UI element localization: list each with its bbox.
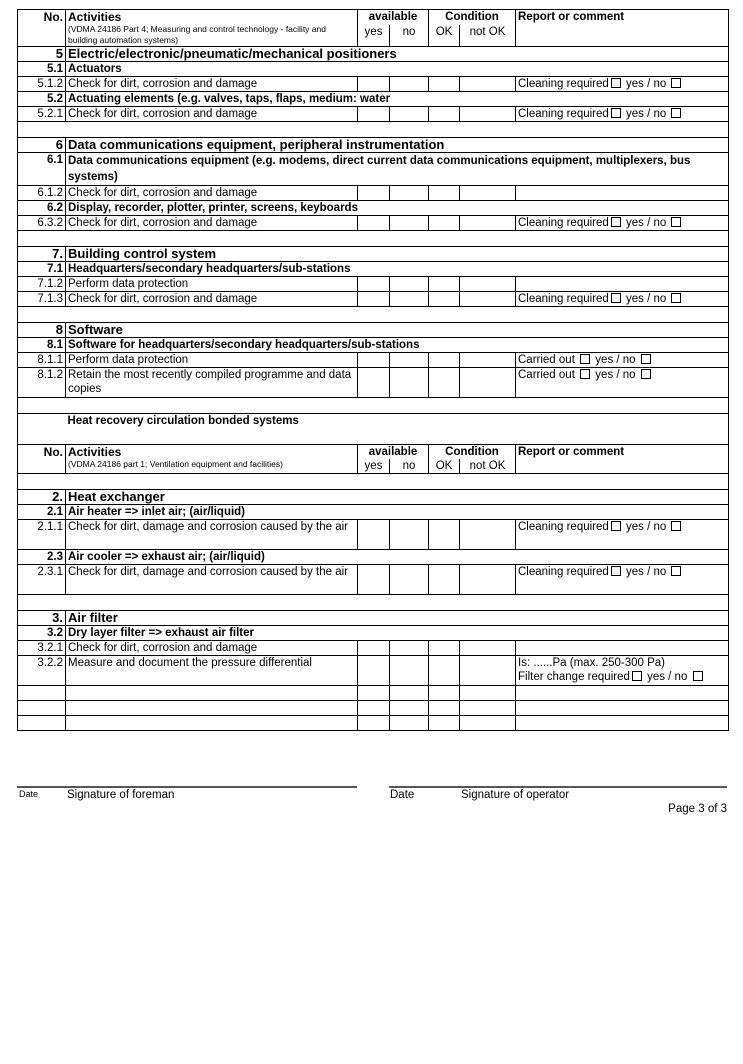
available-no-cell[interactable]: [390, 656, 429, 686]
subsection-row: [18, 201, 729, 216]
heat-recovery-title-row: [18, 414, 729, 445]
checkbox-icon[interactable]: [611, 521, 621, 531]
condition-ok-cell[interactable]: [429, 186, 460, 201]
comment-cell: Cleaning required yes / no: [516, 107, 729, 122]
condition-not-ok-cell[interactable]: [460, 368, 516, 398]
condition-ok-cell[interactable]: [429, 216, 460, 231]
subsection-number: 2.3: [18, 550, 66, 565]
table-row: [18, 353, 729, 368]
available-yes-cell[interactable]: [358, 186, 390, 201]
item-number: 3.2.1: [18, 641, 66, 656]
empty-row: [18, 716, 729, 731]
activities-header: [66, 445, 358, 474]
section-title: Electric/electronic/pneumatic/mechanical positioners: [66, 47, 729, 62]
item-activity: Check for dirt, damage and corrosion caused by the air: [66, 565, 358, 595]
table-header: [18, 10, 729, 25]
section-title: Heat exchanger: [66, 490, 729, 505]
condition-ok-cell[interactable]: [429, 565, 460, 595]
condition-not-ok-cell[interactable]: [460, 216, 516, 231]
yes-header: yes: [358, 25, 390, 47]
item-number: 8.1.2: [18, 368, 66, 398]
subsection-number: 6.2: [18, 201, 66, 216]
subsection-title: Dry layer filter => exhaust air filter: [66, 626, 729, 641]
comment-cell: Cleaning required yes / no: [516, 292, 729, 307]
subsection-number: 6.1: [18, 153, 66, 186]
condition-ok-cell[interactable]: [429, 353, 460, 368]
section-title: Data communications equipment, peripheral instrumentation: [66, 138, 729, 153]
checkbox-icon[interactable]: [611, 78, 621, 88]
spacer-row: [18, 595, 729, 611]
checkbox-icon[interactable]: [632, 671, 642, 681]
condition-not-ok-cell[interactable]: [460, 353, 516, 368]
checkbox-icon[interactable]: [671, 108, 681, 118]
available-header: available: [358, 445, 429, 460]
table-row: [18, 77, 729, 92]
checkbox-icon[interactable]: [611, 108, 621, 118]
subsection-number: 5.2: [18, 92, 66, 107]
section-row: [18, 138, 729, 153]
no-header: No.: [18, 445, 66, 474]
condition-not-ok-cell[interactable]: [460, 77, 516, 92]
available-yes-cell[interactable]: [358, 520, 390, 550]
checkbox-icon[interactable]: [611, 217, 621, 227]
available-yes-cell[interactable]: [358, 292, 390, 307]
no-avail-header: no: [390, 459, 429, 474]
section-row: [18, 47, 729, 62]
available-no-cell[interactable]: [390, 77, 429, 92]
comment-cell: Cleaning required yes / no: [516, 520, 729, 550]
checkbox-icon[interactable]: [671, 521, 681, 531]
operator-signature-line[interactable]: [389, 786, 727, 788]
ok-header: OK: [429, 25, 460, 47]
available-no-cell[interactable]: [390, 107, 429, 122]
spacer-row: [18, 474, 729, 490]
spacer-row: [18, 398, 729, 414]
item-activity: Check for dirt, corrosion and damage: [66, 216, 358, 231]
available-no-cell[interactable]: [390, 292, 429, 307]
table-row: [18, 656, 729, 686]
condition-not-ok-cell[interactable]: [460, 656, 516, 686]
section-title: Building control system: [66, 247, 729, 262]
item-activity: Retain the most recently compiled programme and data copies: [66, 368, 358, 398]
page-number: Page 3 of 3: [668, 803, 727, 815]
condition-not-ok-cell[interactable]: [460, 292, 516, 307]
subsection-title: Software for headquarters/secondary headquarters/sub-stations: [66, 338, 729, 353]
checkbox-icon[interactable]: [693, 671, 703, 681]
item-activity: Check for dirt, corrosion and damage: [66, 641, 358, 656]
comment-cell: Is: ......Pa (max. 250-300 Pa) Filter change required yes / no: [516, 656, 729, 686]
available-yes-cell[interactable]: [358, 216, 390, 231]
table-row: [18, 216, 729, 231]
item-activity: Measure and document the pressure differential: [66, 656, 358, 686]
item-number: 6.3.2: [18, 216, 66, 231]
section-row: [18, 247, 729, 262]
comment-cell: Cleaning required yes / no: [516, 565, 729, 595]
activities-title: Activities: [68, 445, 122, 459]
section-number: 5: [18, 47, 66, 62]
comment-cell[interactable]: [516, 641, 729, 656]
condition-ok-cell[interactable]: [429, 520, 460, 550]
ok-header: OK: [429, 459, 460, 474]
section-number: 7.: [18, 247, 66, 262]
subsection-row: [18, 262, 729, 277]
subsection-row: [18, 626, 729, 641]
heat-recovery-title: Heat recovery circulation bonded systems: [66, 414, 729, 445]
condition-not-ok-cell[interactable]: [460, 520, 516, 550]
comment-cell: Cleaning required yes / no: [516, 77, 729, 92]
table-row: [18, 520, 729, 550]
no-header: No.: [18, 10, 66, 47]
section-row: [18, 611, 729, 626]
date-label-right: Date: [390, 789, 415, 801]
checkbox-icon[interactable]: [671, 566, 681, 576]
table-row: [18, 368, 729, 398]
report-header: Report or comment: [516, 445, 729, 474]
item-number: 5.2.1: [18, 107, 66, 122]
section-number: 8: [18, 323, 66, 338]
section-title: Air filter: [66, 611, 729, 626]
available-yes-cell[interactable]: [358, 656, 390, 686]
not-ok-header: not OK: [460, 459, 516, 474]
condition-ok-cell[interactable]: [429, 292, 460, 307]
section-row: [18, 323, 729, 338]
available-yes-cell[interactable]: [358, 107, 390, 122]
foreman-signature-label: Signature of foreman: [67, 789, 175, 801]
condition-not-ok-cell[interactable]: [460, 277, 516, 292]
comment-cell[interactable]: [516, 277, 729, 292]
item-activity: Check for dirt, corrosion and damage: [66, 107, 358, 122]
available-no-cell[interactable]: [390, 520, 429, 550]
available-yes-cell[interactable]: [358, 368, 390, 398]
section-number: 3.: [18, 611, 66, 626]
activities-header: [66, 10, 358, 47]
subsection-number: 7.1: [18, 262, 66, 277]
activities-title: Activities: [68, 10, 122, 24]
activities-reference: (VDMA 24186 part 1; Ventilation equipment and facilities): [68, 459, 283, 469]
checkbox-icon[interactable]: [611, 566, 621, 576]
activities-reference: (VDMA 24186 Part 4; Measuring and control technology - facility and building automation systems): [68, 24, 326, 45]
subsection-row: [18, 153, 729, 186]
no-avail-header: no: [390, 25, 429, 47]
operator-signature-label: Signature of operator: [461, 789, 570, 801]
available-no-cell[interactable]: [390, 186, 429, 201]
condition-ok-cell[interactable]: [429, 656, 460, 686]
item-activity: Perform data protection: [66, 277, 358, 292]
yes-header: yes: [358, 459, 390, 474]
item-number: 2.1.1: [18, 520, 66, 550]
table-row: [18, 186, 729, 201]
checkbox-icon[interactable]: [641, 354, 651, 364]
item-activity: Check for dirt, corrosion and damage: [66, 77, 358, 92]
empty-row: [18, 686, 729, 701]
condition-header: Condition: [429, 445, 516, 460]
subsection-number: 3.2: [18, 626, 66, 641]
table-row: [18, 565, 729, 595]
spacer-row: [18, 122, 729, 138]
checkbox-icon[interactable]: [580, 354, 590, 364]
comment-cell[interactable]: [516, 186, 729, 201]
available-header: available: [358, 10, 429, 25]
available-no-cell[interactable]: [390, 216, 429, 231]
checkbox-icon[interactable]: [580, 369, 590, 379]
section-title: Software: [66, 323, 729, 338]
report-header: Report or comment: [516, 10, 729, 47]
foreman-signature-line[interactable]: [17, 786, 357, 788]
date-label-left: Date: [19, 789, 39, 799]
available-yes-cell[interactable]: [358, 77, 390, 92]
available-yes-cell[interactable]: [358, 353, 390, 368]
condition-not-ok-cell[interactable]: [460, 186, 516, 201]
item-activity: Check for dirt, damage and corrosion caused by the air: [66, 520, 358, 550]
item-number: 5.1.2: [18, 77, 66, 92]
condition-not-ok-cell[interactable]: [460, 565, 516, 595]
inspection-form-table: [17, 9, 729, 731]
checkbox-icon[interactable]: [671, 293, 681, 303]
condition-ok-cell[interactable]: [429, 641, 460, 656]
comment-cell: Carried out yes / no: [516, 353, 729, 368]
subsection-row: [18, 92, 729, 107]
condition-not-ok-cell[interactable]: [460, 107, 516, 122]
condition-ok-cell[interactable]: [429, 277, 460, 292]
subsection-title: Actuators: [66, 62, 729, 77]
checkbox-icon[interactable]: [611, 293, 621, 303]
available-no-cell[interactable]: [390, 277, 429, 292]
condition-ok-cell[interactable]: [429, 368, 460, 398]
spacer-row: [18, 307, 729, 323]
subsection-number: 5.1: [18, 62, 66, 77]
item-activity: Perform data protection: [66, 353, 358, 368]
table-row: [18, 107, 729, 122]
section-number: 6: [18, 138, 66, 153]
available-yes-cell[interactable]: [358, 565, 390, 595]
item-number: 3.2.2: [18, 656, 66, 686]
spacer-row: [18, 231, 729, 247]
available-no-cell[interactable]: [390, 565, 429, 595]
condition-not-ok-cell[interactable]: [460, 641, 516, 656]
condition-ok-cell[interactable]: [429, 107, 460, 122]
subsection-row: [18, 338, 729, 353]
checkbox-icon[interactable]: [641, 369, 651, 379]
item-number: 8.1.1: [18, 353, 66, 368]
subsection-number: 8.1: [18, 338, 66, 353]
checkbox-icon[interactable]: [671, 217, 681, 227]
item-activity: Check for dirt, corrosion and damage: [66, 186, 358, 201]
item-number: 6.1.2: [18, 186, 66, 201]
available-no-cell[interactable]: [390, 353, 429, 368]
table-row: [18, 277, 729, 292]
subsection-title: Headquarters/secondary headquarters/sub-stations: [66, 262, 729, 277]
subsection-row: [18, 505, 729, 520]
not-ok-header: not OK: [460, 25, 516, 47]
available-yes-cell[interactable]: [358, 277, 390, 292]
subsection-row: [18, 62, 729, 77]
subsection-title: Actuating elements (e.g. valves, taps, flaps, medium: water: [66, 92, 729, 107]
comment-cell: Carried out yes / no: [516, 368, 729, 398]
item-activity: Check for dirt, corrosion and damage: [66, 292, 358, 307]
item-number: 7.1.2: [18, 277, 66, 292]
table-header: [18, 445, 729, 460]
table-row: [18, 292, 729, 307]
available-no-cell[interactable]: [390, 641, 429, 656]
condition-header: Condition: [429, 10, 516, 25]
table-row: [18, 641, 729, 656]
item-number: 2.3.1: [18, 565, 66, 595]
available-yes-cell[interactable]: [358, 641, 390, 656]
subsection-title: Display, recorder, plotter, printer, screens, keyboards: [66, 201, 729, 216]
condition-ok-cell[interactable]: [429, 77, 460, 92]
subsection-title: Air heater => inlet air; (air/liquid): [66, 505, 729, 520]
available-no-cell[interactable]: [390, 368, 429, 398]
subsection-number: 2.1: [18, 505, 66, 520]
section-number: 2.: [18, 490, 66, 505]
empty-row: [18, 701, 729, 716]
subsection-title: Data communications equipment (e.g. modems, direct current data communications equipment, multiplexers, bus systems): [66, 153, 729, 186]
subsection-title: Air cooler => exhaust air; (air/liquid): [66, 550, 729, 565]
section-row: [18, 490, 729, 505]
checkbox-icon[interactable]: [671, 78, 681, 88]
subsection-row: [18, 550, 729, 565]
item-number: 7.1.3: [18, 292, 66, 307]
comment-cell: Cleaning required yes / no: [516, 216, 729, 231]
